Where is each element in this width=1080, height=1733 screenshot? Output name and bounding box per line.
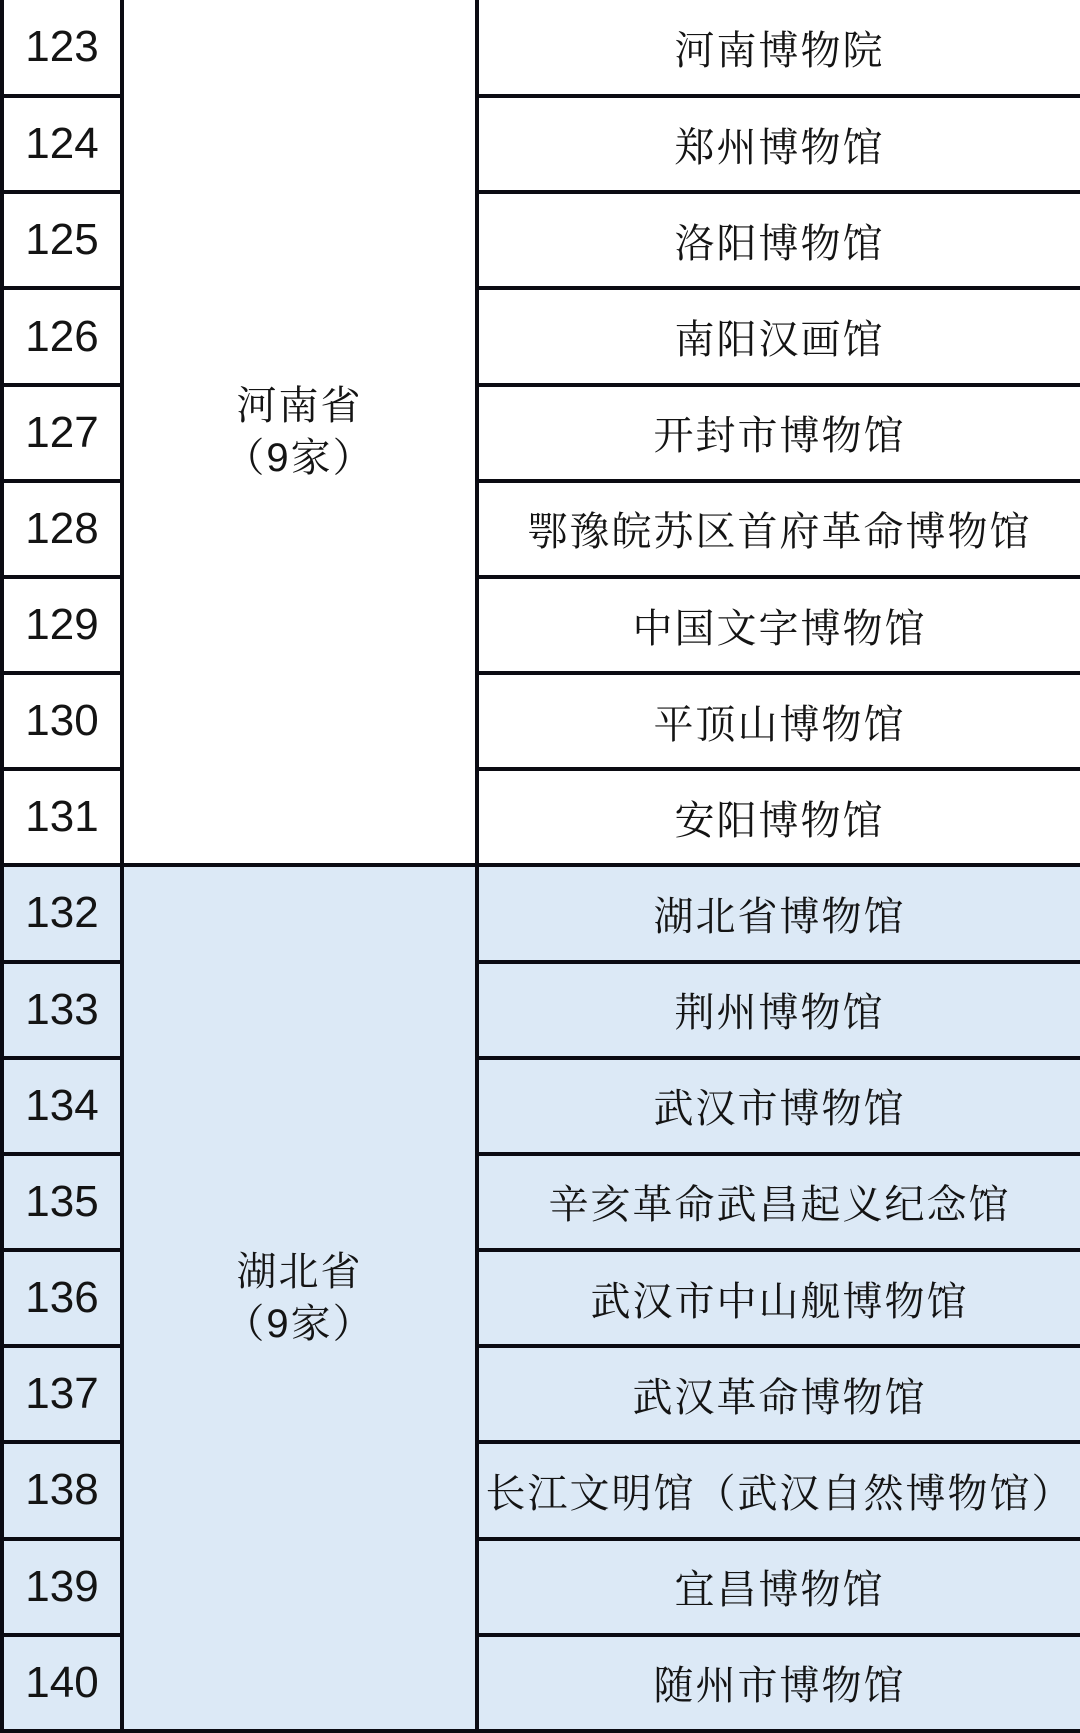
museum-name-cell: 武汉市博物馆 bbox=[477, 1058, 1080, 1154]
row-number-cell: 135 bbox=[2, 1154, 122, 1250]
museum-name-cell: 郑州博物馆 bbox=[477, 96, 1080, 192]
museum-name-cell: 荆州博物馆 bbox=[477, 962, 1080, 1058]
row-number-cell: 133 bbox=[2, 962, 122, 1058]
museum-name-cell: 长江文明馆（武汉自然博物馆） bbox=[477, 1442, 1080, 1538]
row-number-cell: 131 bbox=[2, 769, 122, 865]
table-row bbox=[2, 0, 1080, 96]
museum-name-cell: 宜昌博物馆 bbox=[477, 1539, 1080, 1635]
province-count: （9家） bbox=[224, 435, 375, 480]
museum-name-cell: 开封市博物馆 bbox=[477, 385, 1080, 481]
row-number-cell: 128 bbox=[2, 481, 122, 577]
museum-name-cell: 河南博物院 bbox=[477, 0, 1080, 96]
row-number-cell: 125 bbox=[2, 192, 122, 288]
museum-name-cell: 中国文字博物馆 bbox=[477, 577, 1080, 673]
museum-name-cell: 湖北省博物馆 bbox=[477, 865, 1080, 961]
row-number-cell: 138 bbox=[2, 1442, 122, 1538]
row-number-cell: 130 bbox=[2, 673, 122, 769]
museum-name-cell: 武汉市中山舰博物馆 bbox=[477, 1250, 1080, 1346]
row-number-cell: 140 bbox=[2, 1635, 122, 1731]
province-cell-henan bbox=[122, 0, 477, 865]
row-number-cell: 136 bbox=[2, 1250, 122, 1346]
row-number-cell: 127 bbox=[2, 385, 122, 481]
museum-name-cell: 辛亥革命武昌起义纪念馆 bbox=[477, 1154, 1080, 1250]
museum-name-cell: 武汉革命博物馆 bbox=[477, 1346, 1080, 1442]
museum-name-cell: 鄂豫皖苏区首府革命博物馆 bbox=[477, 481, 1080, 577]
row-number-cell: 124 bbox=[2, 96, 122, 192]
province-count: （9家） bbox=[224, 1302, 375, 1347]
province-cell-hubei bbox=[122, 865, 477, 1731]
table-row bbox=[2, 865, 1080, 961]
province-name: 河南省 bbox=[236, 383, 363, 428]
row-number-cell: 123 bbox=[2, 0, 122, 96]
museum-name-cell: 洛阳博物馆 bbox=[477, 192, 1080, 288]
museum-name-cell: 平顶山博物馆 bbox=[477, 673, 1080, 769]
row-number-cell: 139 bbox=[2, 1539, 122, 1635]
row-number-cell: 132 bbox=[2, 865, 122, 961]
row-number-cell: 129 bbox=[2, 577, 122, 673]
museum-name-cell: 安阳博物馆 bbox=[477, 769, 1080, 865]
row-number-cell: 126 bbox=[2, 288, 122, 384]
museum-name-cell: 随州市博物馆 bbox=[477, 1635, 1080, 1731]
museum-name-cell: 南阳汉画馆 bbox=[477, 288, 1080, 384]
row-number-cell: 134 bbox=[2, 1058, 122, 1154]
province-name: 湖北省 bbox=[236, 1250, 363, 1295]
row-number-cell: 137 bbox=[2, 1346, 122, 1442]
